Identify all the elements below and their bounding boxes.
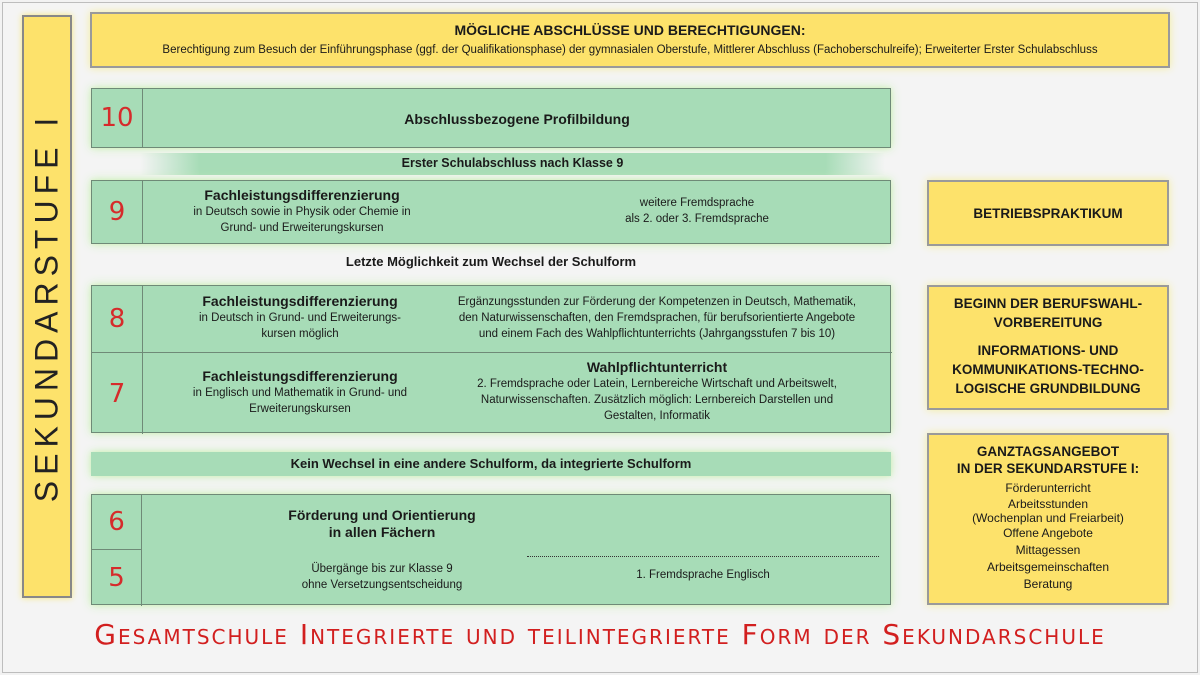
- grade-7-left-title: Fachleistungsdifferenzierung: [202, 368, 398, 384]
- grade-7-right-line: Gestalten, Informatik: [603, 410, 711, 422]
- grade-6-number: 6: [92, 495, 142, 550]
- grade-7-left-line: Erweiterungskursen: [249, 403, 351, 415]
- career-box: [927, 285, 1169, 410]
- all-day-item: Mittagessen: [1015, 543, 1081, 557]
- no-change-text: Kein Wechsel in eine andere Schulform, da integrierte Schulform: [290, 456, 692, 471]
- all-day-item: Arbeitsstunden: [1007, 496, 1089, 511]
- grade-9-number: 9: [92, 181, 143, 243]
- grade-9-left: [152, 187, 452, 236]
- ict-line: KOMMUNIKATIONS-TECHNO-: [952, 362, 1144, 377]
- grade-6-5-right-text: 1. Fremdsprache Englisch: [636, 569, 770, 581]
- ict-line: LOGISCHE GRUNDBILDUNG: [955, 381, 1141, 396]
- grade-7-left-line: in Englisch und Mathematik in Grund- und: [192, 387, 408, 399]
- grade-7-right-line: 2. Fremdsprache oder Latein, Lernbereiche Wirtschaft und Arbeitswelt,: [477, 378, 837, 390]
- grade-6-5-sub-line: Übergänge bis zur Klasse 9: [311, 563, 453, 575]
- grade-6-5-title: [232, 507, 532, 541]
- grade-8-right-line: den Naturwissenschaften, den Fremdsprachen, für berufsorientierte Angebote: [458, 312, 856, 324]
- all-day-box: [927, 433, 1169, 605]
- last-change-bar: [91, 254, 891, 276]
- grade-8-right-line: und einem Fach des Wahlpflichtunterrichts (Jahrgangsstufen 7 bis 10): [478, 328, 836, 340]
- grade-8-left: [150, 293, 450, 342]
- internship-box: [927, 180, 1169, 246]
- internship-text: BETRIEBSPRAKTIKUM: [973, 206, 1123, 221]
- grade-10-number: 10: [92, 89, 143, 147]
- all-day-item: Beratung: [1023, 577, 1073, 591]
- all-day-item: Förderunterricht: [1005, 481, 1091, 495]
- ict-line: INFORMATIONS- UND: [977, 343, 1119, 358]
- career-line: BEGINN DER BERUFSWAHL-: [953, 296, 1143, 311]
- grade-6-5-title-line: Förderung und Orientierung: [288, 507, 476, 523]
- grade-7-right-line: Naturwissenschaften. Zusätzlich möglich: Lernbereich Darstellen und: [480, 394, 834, 406]
- grade-5-number: 5: [92, 550, 142, 606]
- grade-7-number: 7: [92, 353, 143, 434]
- grade-7-left: [150, 368, 450, 417]
- dotted-divider: [527, 556, 879, 557]
- grade-9-right-line: als 2. oder 3. Fremdsprache: [625, 213, 769, 225]
- career-line: VORBEREITUNG: [993, 315, 1103, 330]
- all-day-title-line: GANZTAGSANGEBOT: [976, 444, 1120, 459]
- last-change-text: Letzte Möglichkeit zum Wechsel der Schulform: [345, 254, 637, 269]
- no-change-bar: [91, 452, 891, 476]
- grade-6-5-sub: [232, 561, 532, 593]
- grade-10-text: Abschlussbezogene Profilbildung: [404, 111, 630, 127]
- sidebar-band: [22, 15, 72, 598]
- grade-7-right: [427, 359, 887, 424]
- grade-6-5-block: [91, 494, 891, 605]
- all-day-item: Offene Angebote: [1003, 526, 1093, 540]
- grade-10-row: [91, 88, 891, 148]
- grade-9-left-line: in Deutsch sowie in Physik oder Chemie in: [193, 206, 411, 218]
- first-certificate-bar: [140, 153, 885, 175]
- grade-8-right-line: Ergänzungsstunden zur Förderung der Kompetenzen in Deutsch, Mathematik,: [457, 296, 857, 308]
- grade-8-number: 8: [92, 286, 143, 352]
- grade-6-5-sub-line: ohne Versetzungsentscheidung: [301, 579, 463, 591]
- grade-8-right: [427, 294, 887, 342]
- grade-8-left-title: Fachleistungsdifferenzierung: [202, 293, 398, 309]
- grade-8-7-block: [91, 285, 891, 433]
- first-certificate-text: Erster Schulabschluss nach Klasse 9: [401, 156, 624, 170]
- grade-6-5-title-line: in allen Fächern: [328, 524, 436, 540]
- grade-9-row: [91, 180, 891, 244]
- all-day-item: (Wochenplan und Freiarbeit): [972, 511, 1124, 525]
- grade-9-right-line: weitere Fremdsprache: [639, 197, 755, 209]
- stage-label: SEKUNDARSTUFE I: [28, 111, 65, 502]
- grade-9-left-title: Fachleistungsdifferenzierung: [204, 187, 400, 203]
- grade-8-left-line: kursen möglich: [261, 328, 339, 340]
- qualifications-title: MÖGLICHE ABSCHLÜSSE UND BERECHTIGUNGEN:: [454, 22, 806, 38]
- grade-9-right: [572, 195, 822, 227]
- grade-8-left-line: in Deutsch in Grund- und Erweiterungs-: [199, 312, 401, 324]
- all-day-title-line: IN DER SEKUNDARSTUFE I:: [956, 461, 1140, 476]
- grade-7-row: [92, 353, 892, 434]
- school-type-title: Gesamtschule Integrierte und teilintegrierte Form der Sekundarschule: [94, 618, 1106, 651]
- grade-7-right-title: Wahlpflichtunterricht: [586, 359, 728, 375]
- grade-8-row: [92, 286, 892, 353]
- all-day-item: Arbeitsgemeinschaften: [986, 560, 1110, 574]
- grade-9-left-line: Grund- und Erweiterungskursen: [220, 222, 384, 234]
- qualifications-text: Berechtigung zum Besuch der Einführungsphase (ggf. der Qualifikationsphase) der gymnasialen Oberstufe, Mittlerer Abschluss (Fachoberschulreife); Erweiterter Erster Schulabschluss: [162, 44, 1098, 56]
- qualifications-box: [90, 12, 1170, 68]
